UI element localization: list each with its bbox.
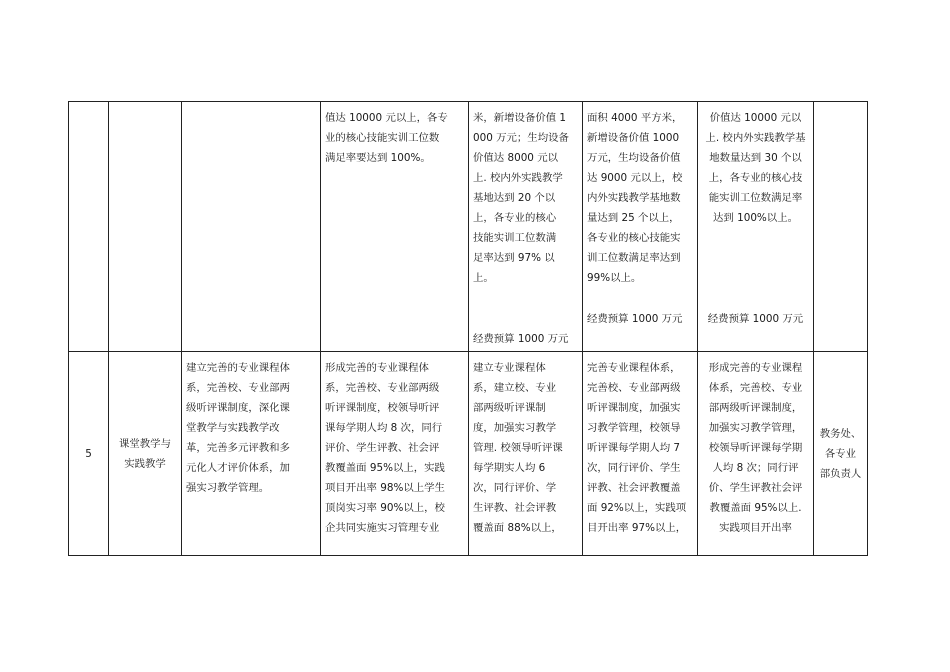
cell-col5 (469, 352, 583, 556)
row-number: 5 (85, 447, 92, 460)
cell-col4 (321, 352, 469, 556)
cell-text: 米，新增设备价值 1 000 万元；生均设备 价值达 8000 元以 上. 校内外实践教学 基地达到 20 个以 上，各专业的核心 技能实训工位数满 足率达到 97% 以 上。 (473, 112, 569, 284)
cell-col7 (698, 102, 814, 352)
cell-text: 形成完善的专业课程 体系，完善校、专业 部两级听评课制度， 加强实习教学管理， 校领导听评课每学期 人均 8 次；同行评 价、学生评教社会评 教覆盖面 95%以上. 实践项目开出率 (708, 362, 803, 534)
cell-number (69, 352, 109, 556)
cell-item-empty (109, 102, 182, 352)
cell-text: 形成完善的专业课程体 系，完善校、专业部两级 听评课制度，校领导听评 课每学期人均 8 次，同行 评价、学生评教、社会评 教覆盖面 95%以上，实践 项目开出率 98%以上学生 顶岗实习率 90%以上，校 企共同实施实习管理专业 (325, 362, 445, 534)
cell-goal (182, 352, 321, 556)
cell-col5 (469, 102, 583, 352)
cell-col4 (321, 102, 469, 352)
cell-text: 完善专业课程体系， 完善校、专业部两级 听评课制度，加强实 习教学管理，校领导 听评课每学期人均 7 次，同行评价、学生 评教、社会评教覆盖 面 92%以上，实践项 目开出率 97%以上， (587, 362, 687, 534)
cell-goal-empty (182, 102, 321, 352)
cell-owner (814, 352, 868, 556)
cell-item (109, 352, 182, 556)
plan-table (68, 101, 868, 556)
cell-text: 建立专业课程体 系，建立校、专业 部两级听评课制 度，加强实习教学 管理. 校领导听评课 每学期实人均 6 次，同行评价、学 生评教、社会评教 覆盖面 88%以上， (473, 362, 563, 534)
budget-text: 经费预算 1000 万元 (473, 333, 569, 345)
budget-text: 经费预算 1000 万元 (707, 313, 804, 325)
table-row-5 (69, 352, 868, 556)
owner-text: 教务处、 各专业 部负责人 (819, 427, 862, 480)
cell-number-empty (69, 102, 109, 352)
table-row-continued (69, 102, 868, 352)
cell-text: 面积 4000 平方米， 新增设备价值 1000 万元，生均设备价值 达 9000 元以上，校 内外实践教学基地数 量达到 25 个以上， 各专业的核心技能实 训工位数满足率达到 99%以上。 (587, 112, 683, 284)
cell-text: 建立完善的专业课程体 系，完善校、专业部两 级听评课制度，深化课 堂教学与实践教学改 革，完善多元评教和多 元化人才评价体系，加 强实习教学管理。 (186, 362, 290, 494)
cell-owner-empty (814, 102, 868, 352)
cell-col6 (583, 102, 698, 352)
item-name: 课堂教学与 实践教学 (119, 437, 171, 470)
budget-text: 经费预算 1000 万元 (587, 313, 683, 325)
cell-col6 (583, 352, 698, 556)
cell-text: 值达 10000 元以上，各专 业的核心技能实训工位数 满足率要达到 100%。 (325, 112, 448, 164)
cell-text: 价值达 10000 元以 上. 校内外实践教学基 地数量达到 30 个以 上，各专业的核心技 能实训工位数满足率 达到 100%以上。 (705, 112, 806, 224)
cell-col7 (698, 352, 814, 556)
